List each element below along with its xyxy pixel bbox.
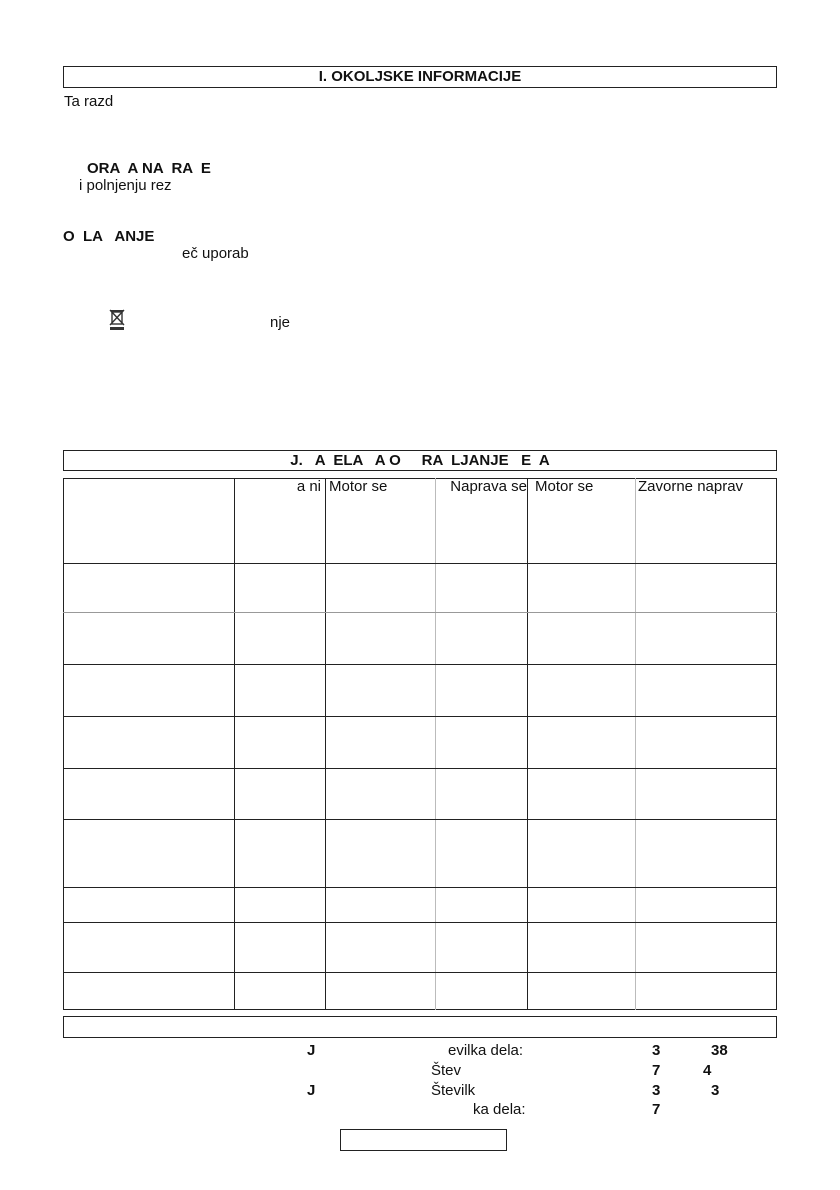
footer-line1-n1: 3 bbox=[652, 1042, 661, 1059]
row-divider bbox=[63, 716, 777, 717]
footer-line3-left: J bbox=[307, 1082, 316, 1099]
crossed-bin-icon bbox=[108, 308, 126, 332]
text-2: eč uporab bbox=[182, 245, 249, 262]
section-j-header bbox=[63, 450, 777, 471]
row-divider bbox=[63, 612, 777, 613]
row-divider bbox=[63, 972, 777, 973]
column-header: Motor se bbox=[329, 478, 388, 495]
table-border bbox=[63, 478, 777, 1010]
row-divider bbox=[63, 664, 777, 665]
row-divider bbox=[63, 563, 777, 564]
heading-2: O LA ANJE bbox=[63, 228, 155, 245]
column-header: Zavorne naprav bbox=[638, 478, 744, 495]
footer-line1-left: J bbox=[307, 1042, 316, 1059]
row-divider bbox=[63, 768, 777, 769]
footer-line2-n2: 4 bbox=[703, 1062, 712, 1079]
column-header: Motor se bbox=[535, 478, 594, 495]
footer-line4-n1: 7 bbox=[652, 1101, 661, 1118]
footer-line3-n2: 3 bbox=[711, 1082, 720, 1099]
text-3: nje bbox=[270, 314, 291, 331]
col-divider bbox=[325, 478, 326, 1010]
heading-1: ORA A NA RA E bbox=[87, 160, 211, 177]
section-i-header bbox=[63, 66, 777, 88]
footer-line3-n1: 3 bbox=[652, 1082, 661, 1099]
footer-line1-mid: evilka dela: bbox=[448, 1042, 524, 1059]
column-header: Naprava se bbox=[450, 478, 527, 495]
col-divider bbox=[527, 478, 528, 1010]
column-header: a ni bbox=[296, 478, 321, 495]
footer-line3-mid: Številk bbox=[431, 1082, 476, 1099]
section-j-title: J. A ELA A O RA LJANJE E A bbox=[290, 452, 550, 469]
footer-line2-mid: Štev bbox=[431, 1062, 462, 1079]
col-divider bbox=[635, 478, 636, 1010]
footer-bar bbox=[63, 1016, 777, 1038]
col-divider bbox=[234, 478, 235, 1010]
page-number-box bbox=[340, 1129, 507, 1151]
col-divider bbox=[435, 478, 436, 1010]
footer-line2-n1: 7 bbox=[652, 1062, 661, 1079]
row-divider bbox=[63, 922, 777, 923]
section-i-title: I. OKOLJSKE INFORMACIJE bbox=[318, 68, 522, 85]
text-1: i polnjenju rez bbox=[79, 177, 172, 194]
section-i-intro: Ta razd bbox=[64, 93, 114, 110]
row-divider bbox=[63, 819, 777, 820]
footer-line1-n2: 38 bbox=[711, 1042, 728, 1059]
row-divider bbox=[63, 887, 777, 888]
footer-line4-mid: ka dela: bbox=[473, 1101, 526, 1118]
